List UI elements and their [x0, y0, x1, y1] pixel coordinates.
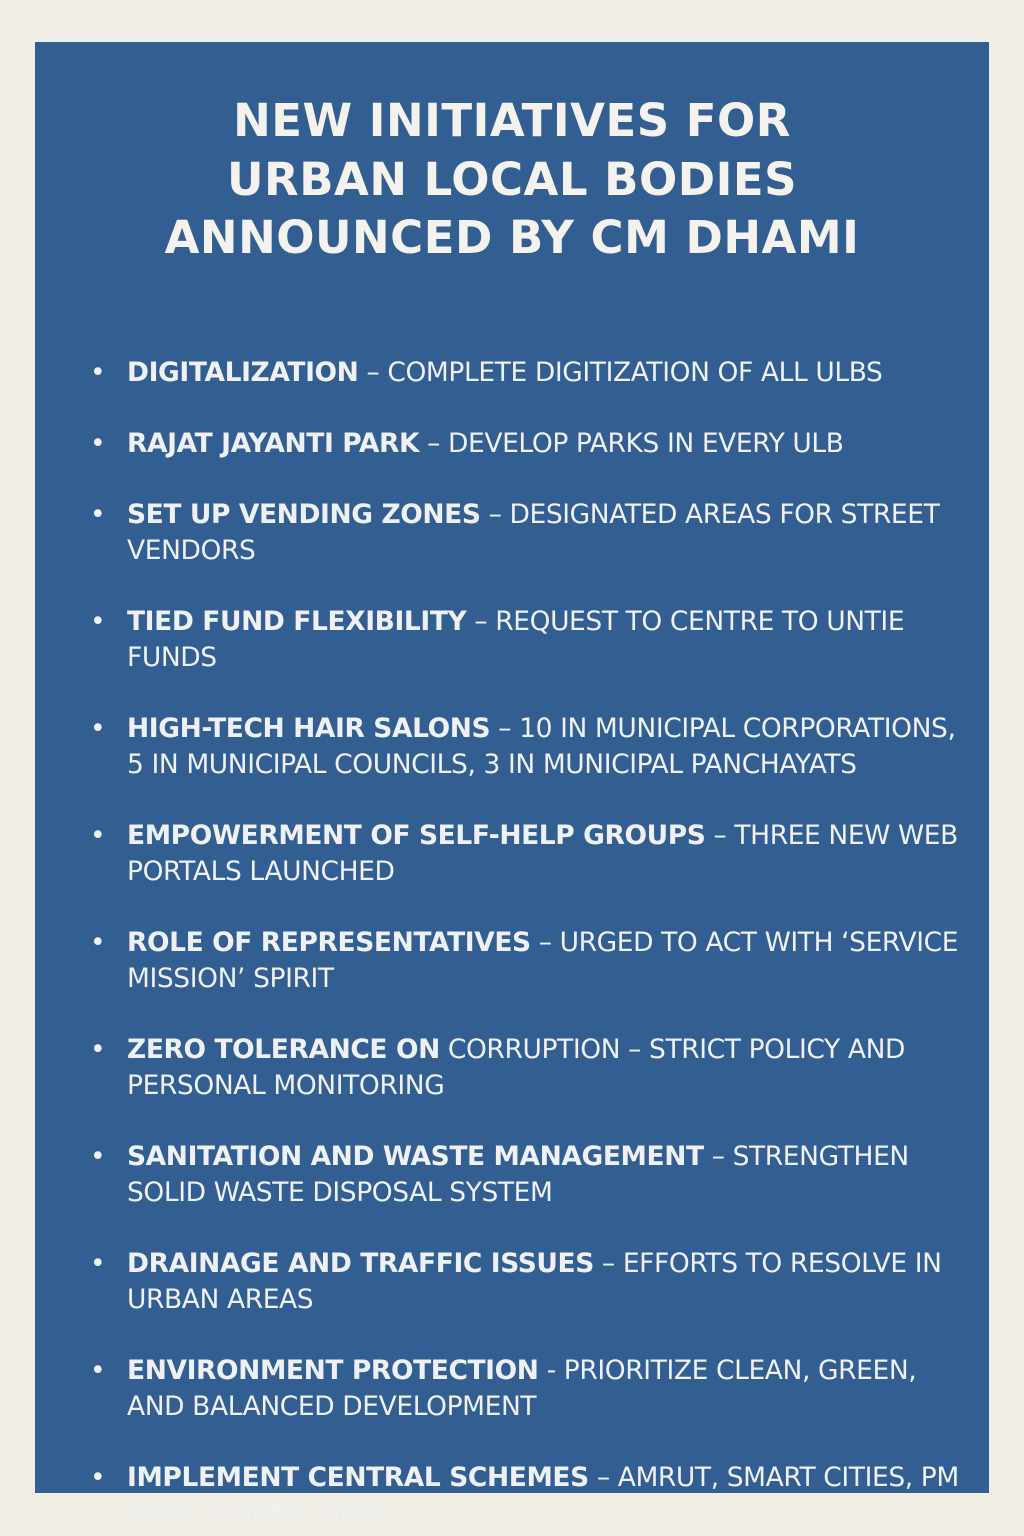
- item-heading: HIGH-TECH HAIR SALONS: [127, 713, 491, 744]
- list-item: [90, 1032, 960, 1104]
- list-item: [90, 818, 960, 890]
- item-description: CORRUPTION – STRICT POLICY AND PERSONAL MONITORING: [127, 1034, 905, 1101]
- item-separator: –: [490, 713, 520, 744]
- item-heading: ENVIRONMENT PROTECTION: [127, 1355, 539, 1386]
- item-heading: DRAINAGE AND TRAFFIC ISSUES: [127, 1248, 594, 1279]
- list-item: [90, 355, 960, 391]
- bullet-icon: •: [90, 927, 106, 958]
- item-separator: –: [705, 820, 735, 851]
- item-separator: –: [588, 1462, 618, 1493]
- item-heading: TIED FUND FLEXIBILITY: [127, 606, 467, 637]
- item-description: STRENGTHEN SOLID WASTE DISPOSAL SYSTEM: [127, 1141, 909, 1208]
- poster-panel: [35, 42, 989, 1529]
- bullet-icon: •: [90, 499, 106, 530]
- item-separator: -: [538, 1355, 564, 1386]
- bullet-icon: •: [90, 428, 106, 459]
- bullet-icon: •: [90, 1462, 106, 1493]
- bullet-icon: •: [90, 1248, 106, 1279]
- item-separator: –: [480, 499, 510, 530]
- item-heading: SET UP VENDING ZONES: [127, 499, 481, 530]
- poster-title: [35, 92, 989, 268]
- list-item: [90, 1460, 960, 1532]
- list-item: [90, 426, 960, 462]
- item-heading: SANITATION AND WASTE MANAGEMENT: [127, 1141, 704, 1172]
- item-heading: EMPOWERMENT OF SELF-HELP GROUPS: [127, 820, 706, 851]
- list-item: [90, 711, 960, 783]
- title-line-3: ANNOUNCED BY CM DHAMI: [164, 211, 860, 264]
- item-separator: –: [419, 428, 449, 459]
- item-separator: –: [466, 606, 496, 637]
- bullet-icon: •: [90, 1141, 106, 1172]
- item-description: EFFORTS TO RESOLVE IN URBAN AREAS: [127, 1248, 942, 1315]
- item-heading: RAJAT JAYANTI PARK: [127, 428, 420, 459]
- item-heading: ZERO TOLERANCE ON: [127, 1034, 440, 1065]
- item-separator: –: [358, 357, 388, 388]
- list-item: [90, 1246, 960, 1318]
- bullet-icon: •: [90, 357, 106, 388]
- list-item: [90, 1139, 960, 1211]
- list-item: [90, 1353, 960, 1425]
- bullet-icon: •: [90, 713, 106, 744]
- bullet-icon: •: [90, 1034, 106, 1065]
- item-description: DESIGNATED AREAS FOR STREET VENDORS: [127, 499, 940, 566]
- item-description: 10 IN MUNICIPAL CORPORATIONS, 5 IN MUNICIPAL COUNCILS, 3 IN MUNICIPAL PANCHAYATS: [127, 713, 956, 780]
- bullet-icon: •: [90, 820, 106, 851]
- title-line-2: URBAN LOCAL BODIES: [227, 152, 797, 206]
- item-description: URGED TO ACT WITH ‘SERVICE MISSION’ SPIRIT: [127, 927, 959, 994]
- initiatives-list: [90, 355, 960, 1532]
- item-separator: [440, 1034, 448, 1065]
- bullet-icon: •: [90, 606, 106, 637]
- item-description: AMRUT, SMART CITIES, PM AWAS YOJANA, SBM: [127, 1462, 959, 1529]
- item-description: DEVELOP PARKS IN EVERY ULB: [448, 428, 844, 459]
- item-heading: DIGITALIZATION: [127, 357, 359, 388]
- item-heading: ROLE OF REPRESENTATIVES: [127, 927, 531, 958]
- bullet-icon: •: [90, 1355, 106, 1386]
- list-item: [90, 604, 960, 676]
- item-description: COMPLETE DIGITIZATION OF ALL ULBS: [387, 357, 883, 388]
- item-separator: –: [593, 1248, 623, 1279]
- item-description: THREE NEW WEB PORTALS LAUNCHED: [127, 820, 958, 887]
- list-item: [90, 497, 960, 569]
- item-description: REQUEST TO CENTRE TO UNTIE FUNDS: [127, 606, 905, 673]
- item-separator: –: [530, 927, 560, 958]
- list-item: [90, 925, 960, 997]
- item-heading: IMPLEMENT CENTRAL SCHEMES: [127, 1462, 589, 1493]
- title-line-1: NEW INITIATIVES FOR: [233, 94, 791, 147]
- item-description: PRIORITIZE CLEAN, GREEN, AND BALANCED DEVELOPMENT: [127, 1355, 917, 1422]
- item-separator: –: [703, 1141, 733, 1172]
